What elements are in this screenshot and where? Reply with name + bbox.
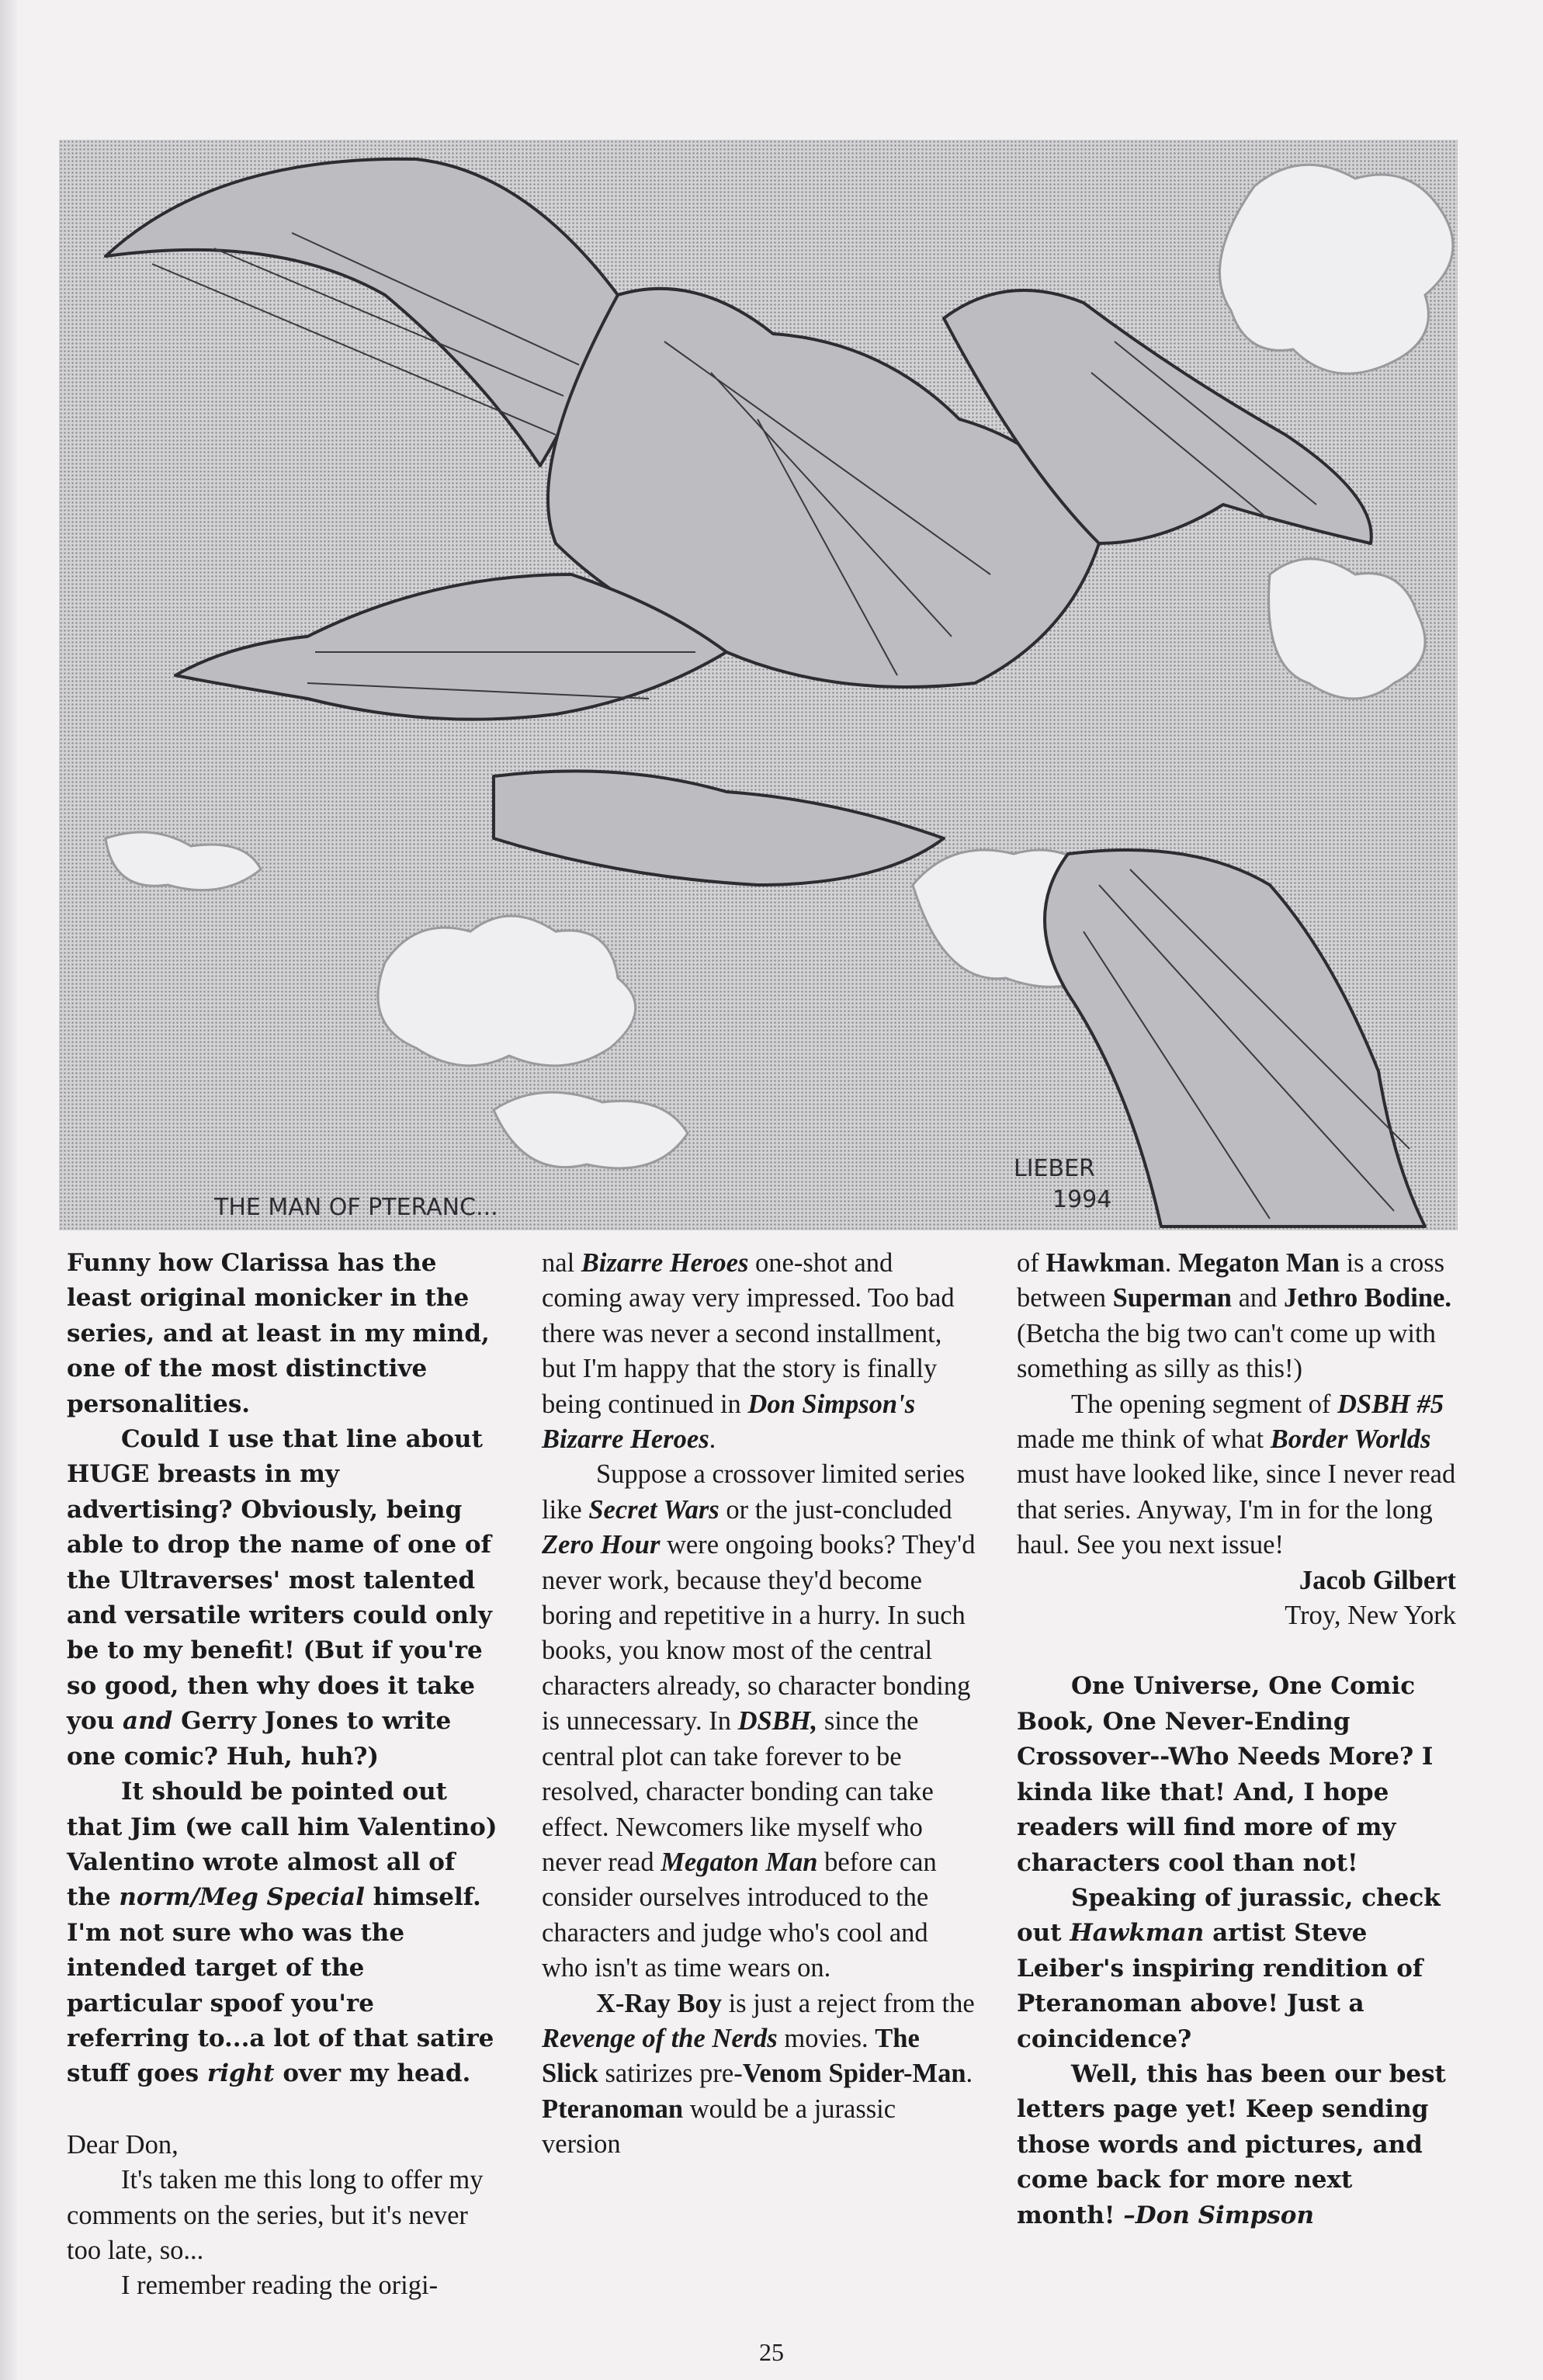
letter-signer-name: Jacob Gilbert (1299, 1565, 1456, 1595)
text-run: satirizes pre- (598, 2059, 743, 2089)
text-run: Speaking of jurassic, check out (1017, 1883, 1441, 1948)
title-text: Don Simpson's Bizarre Heroes (542, 1389, 916, 1455)
editor-reply-paragraph (67, 1422, 501, 1775)
text-run: would be a jurassic version (542, 2094, 896, 2160)
emphasis-text: and (123, 1707, 173, 1736)
text-run: (Betcha the big two can't come up with something as silly as this!) (1017, 1318, 1436, 1384)
character-name: X-Ray Boy (596, 1988, 722, 2018)
text-run: Gerry Jones to write one comic? Huh, huh?) (67, 1707, 452, 1771)
text-run: must have looked like, since I never read that series. Anyway, I'm in for the long haul. See you next issue! (1017, 1459, 1456, 1560)
text-run: since the central plot can take forever to be resolved, character bonding can take effect. Newcomers like myself who never read (542, 1706, 934, 1877)
text-run: made me think of what (1017, 1424, 1271, 1455)
text-run: over my head. (274, 2059, 471, 2088)
title-text: Zero Hour (542, 1530, 661, 1560)
editor-reply-paragraph (67, 1775, 501, 2092)
text-run: nal (542, 1248, 581, 1278)
letter-signer-location: Troy, New York (1285, 1601, 1456, 1631)
title-text: Revenge of the Nerds (542, 2023, 778, 2053)
pteranoman-illustration (59, 140, 1458, 1230)
title-text: DSBH, (737, 1706, 818, 1736)
letter-paragraph (542, 1457, 976, 1986)
title-text: Secret Wars (588, 1494, 719, 1525)
text-run: . (966, 2059, 973, 2089)
text-run: is a cross between (1017, 1248, 1445, 1313)
text-run: Well, this has been our best letters page yet! Keep sending those words and pictures, and come back for more next month! (1017, 2059, 1446, 2229)
character-name: Venom Spider-Man (742, 2059, 966, 2089)
letter-paragraph: I remember reading the origi- (121, 2271, 439, 2301)
text-run: were ongoing books? They'd never work, because they'd become boring and repetitive in a hurry. In such books, you know most of the central characters already, so character bonding is unnecessary. In (542, 1530, 976, 1736)
text-run: or the just-concluded (719, 1494, 952, 1525)
column-2 (542, 1246, 976, 2163)
letter-paragraph (542, 1246, 976, 1457)
editor-signature: –Don Simpson (1123, 2201, 1314, 2229)
text-run: Suppose a crossover limited series like (542, 1459, 966, 1525)
text-run: artist Steve Leiber's inspiring rendition of Pteranoman above! Just a coincidence? (1017, 1919, 1423, 2053)
character-name: Hawkman (1045, 1248, 1165, 1278)
text-run: himself. I'm not sure who was the intended target of the particular spoof you're referring to...a lot of that satire stuff goes (67, 1883, 494, 2088)
pteranoman-sketch (59, 140, 1458, 1230)
emphasis-text: norm/Meg Special (119, 1883, 365, 1912)
text-run: one-shot and coming away very impressed. Too bad there was never a second installment, but I'm happy that the story is finally being continued in (542, 1248, 955, 1419)
title-text: DSBH #5 (1337, 1389, 1444, 1419)
text-run: . (709, 1424, 716, 1455)
text-run: before can consider ourselves introduced to the characters and judge who's cool and who isn't as time wears on. (542, 1847, 937, 1983)
text-run: It should be pointed out that Jim (we call him Valentino) Valentino wrote almost all of the (67, 1778, 498, 1912)
title-text: Megaton Man (661, 1847, 818, 1877)
text-run: The opening segment of (1071, 1389, 1337, 1419)
emphasis-text: Hawkman (1070, 1919, 1205, 1948)
letter-paragraph (542, 1986, 976, 2163)
text-run: movies. (777, 2023, 876, 2053)
text-run: . (1164, 1248, 1178, 1278)
text-run: and (1231, 1283, 1285, 1313)
page-binding-edge (0, 0, 17, 2380)
character-name: Jethro Bodine. (1284, 1283, 1451, 1313)
letter-paragraph: It's taken me this long to offer my comments on the series, but it's never too late, so... (67, 2165, 484, 2265)
column-1 (67, 1246, 501, 2304)
illustration-caption: THE MAN OF PTERANC... (214, 1194, 498, 1221)
letter-salutation: Dear Don, (67, 2129, 179, 2160)
artist-signature-year: 1994 (1052, 1186, 1112, 1213)
title-text: Bizarre Heroes (581, 1248, 749, 1278)
character-name: Pteranoman (542, 2094, 684, 2124)
artist-signature: LIEBER (1014, 1155, 1095, 1182)
character-name: Superman (1112, 1283, 1232, 1313)
title-text: Border Worlds (1270, 1424, 1431, 1455)
column-3 (1017, 1246, 1456, 2233)
character-name: The Slick (542, 2023, 920, 2089)
character-name: Megaton Man (1178, 1248, 1340, 1278)
text-run: of (1017, 1248, 1046, 1278)
editor-reply-paragraph (1017, 1881, 1456, 2057)
editor-reply-paragraph: One Universe, One Comic Book, One Never-Ending Crossover--Who Needs More? I kinda like that! And, I hope readers will find more of my characters cool than not! (1017, 1672, 1434, 1877)
emphasis-text: right (206, 2059, 275, 2088)
editor-reply-paragraph (1017, 2057, 1456, 2233)
text-run: Could I use that line about HUGE breasts in my advertising? Obviously, being able to drop the name of one of the Ultraverses' most talented and versatile writers could only be to my benefit! (But if you're so good, then why does it take you (67, 1425, 492, 1736)
letter-paragraph (1017, 1246, 1456, 1387)
editor-reply-paragraph: Funny how Clarissa has the least original monicker in the series, and at least in my mind, one of the most distinctive personalities. (67, 1249, 490, 1418)
letter-paragraph (1017, 1387, 1456, 1563)
page-number: 25 (759, 2338, 784, 2366)
text-run: is just a reject from the (721, 1988, 975, 2018)
